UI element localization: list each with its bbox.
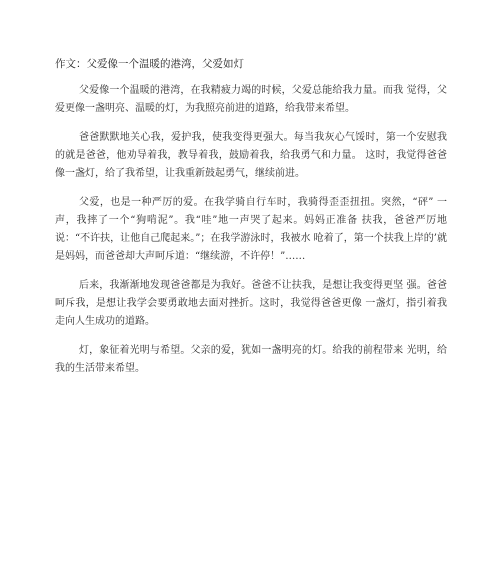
essay-paragraph-3: 父爱，也是一种严厉的爱。在我学骑自行车时，我骑得歪歪扭扭。突然，“砰” 一声，我摔了一个“狗啃泥”。我“哇”地一声哭了起来。妈妈正准备 扶我，爸爸严厉地说：“不许扶，让他自己爬起来。”；在我学游泳时，我被水 呛着了，第一个扶我上岸的’就是妈妈，而爸爸却大声呵斥道：“继续游，不许停！”…… (55, 197, 447, 262)
essay-paragraph-4: 后来，我渐渐地发现爸爸都是为我好。爸爸不让扶我，是想让我变得更坚 强。爸爸呵斥我，是想让我学会要勇敢地去面对挫折。这时，我觉得爸爸更像 一盏灯，指引着我走向人生成功的道路。 (55, 280, 447, 327)
essay-paragraph-5: 灯，象征着光明与希望。父亲的爱，犹如一盏明亮的灯。给我的前程带来 光明，给我的生活带来希望。 (55, 345, 447, 374)
essay-paragraph-1: 父爱像一个温暖的港湾，在我精疲力竭的时候，父爱总能给我力量。而我 觉得，父爱更像一盏明亮、温暖的灯，为我照亮前进的道路，给我带来希望。 (55, 85, 447, 114)
essay-title: 作文：父爱像一个温暖的港湾，父爱如灯 (55, 58, 244, 70)
document-body (55, 55, 447, 389)
essay-paragraph-2: 爸爸默默地关心我，爱护我，使我变得更强大。每当我灰心气馁时，第一个安慰我的就是爸爸，他劝导着我，教导着我，鼓励着我，给我勇气和力量。 这时，我觉得爸爸像一盏灯，给了我希望，让我重新鼓起勇气，继续前进。 (55, 132, 447, 179)
